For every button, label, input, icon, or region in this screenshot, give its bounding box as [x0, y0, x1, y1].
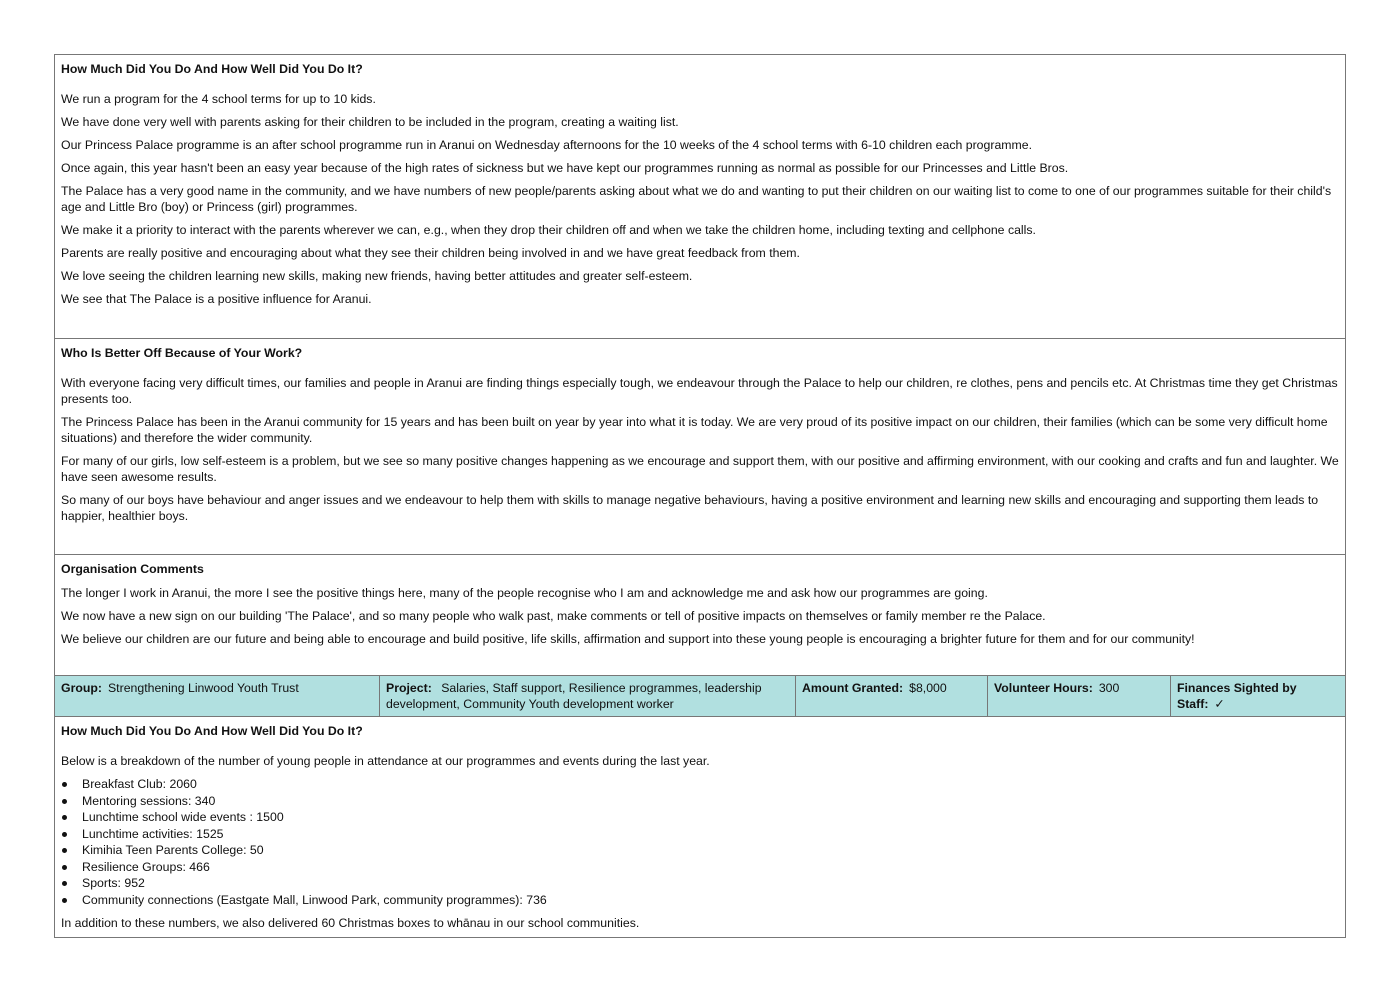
section-heading: Organisation Comments — [61, 562, 204, 576]
finances-cell — [1171, 676, 1345, 716]
project-cell — [380, 676, 796, 716]
paragraph: Once again, this year hasn't been an easy year because of the high rates of sickness but we have kept our programmes running as normal as possible for our Princesses and Little Bros. — [61, 161, 1069, 175]
check-icon: ✓ — [1214, 697, 1225, 711]
paragraph: We have done very well with parents asking for their children to be included in the program, creating a waiting list. — [61, 115, 679, 129]
list-item: Lunchtime school wide events : 1500 — [61, 809, 1339, 826]
amount-label: Amount Granted: — [802, 681, 904, 695]
paragraph: We now have a new sign on our building 'The Palace', and so many people who walk past, make comments or tell of positive impacts on themselves or family member re the Palace. — [61, 609, 1046, 623]
report-table — [54, 54, 1346, 938]
paragraph: Our Princess Palace programme is an after school programme run in Aranui on Wednesday afternoons for the 10 weeks of the 4 school terms with 6-10 children each programme. — [61, 138, 1033, 152]
list-item: Community connections (Eastgate Mall, Linwood Park, community programmes): 736 — [61, 892, 1339, 909]
list-item: Kimihia Teen Parents College: 50 — [61, 842, 1339, 859]
amount-cell — [796, 676, 988, 716]
paragraph: So many of our boys have behaviour and anger issues and we endeavour to help them with skills to manage negative behaviours, having a positive environment and learning new skills and encouraging and supporting them leads to happier, healthier boys. — [61, 493, 1319, 523]
group-value: Strengthening Linwood Youth Trust — [107, 681, 299, 695]
paragraph: We make it a priority to interact with the parents wherever we can, e.g., when they drop their children off and when we take the children home, including texting and cellphone calls. — [61, 223, 1036, 237]
paragraph: We see that The Palace is a positive influence for Aranui. — [61, 292, 372, 306]
hours-cell — [988, 676, 1171, 716]
section-how-much-2 — [55, 717, 1345, 937]
paragraph: For many of our girls, low self-esteem is a problem, but we see so many positive changes happening as we encourage and support them, with our positive and affirming environment, with our cooking and crafts and fun and laughter. We have seen awesome results. — [61, 454, 1339, 484]
section-who-better-off — [55, 339, 1345, 555]
project-label: Project: — [386, 681, 432, 695]
amount-value: $8,000 — [909, 681, 947, 695]
list-item: Lunchtime activities: 1525 — [61, 826, 1339, 843]
paragraph: The Palace has a very good name in the community, and we have numbers of new people/parents asking about what we do and wanting to put their children on our waiting list to come to one of our programmes suitable for their child's age and Little Bro (boy) or Princess (girl) programmes. — [61, 184, 1332, 214]
intro-paragraph: Below is a breakdown of the number of young people in attendance at our programmes and events during the last year. — [61, 754, 710, 768]
paragraph: We run a program for the 4 school terms for up to 10 kids. — [61, 92, 376, 106]
list-item: Breakfast Club: 2060 — [61, 776, 1339, 793]
section-organisation-comments — [55, 555, 1345, 676]
paragraph: The Princess Palace has been in the Aranui community for 15 years and has been built on year by year into what it is today. We are very proud of its positive impact on our children, their families (which can be some very difficult home situations) and therefore the wider community. — [61, 415, 1328, 445]
list-item: Mentoring sessions: 340 — [61, 793, 1339, 810]
attendance-list — [61, 776, 1339, 908]
list-item: Sports: 952 — [61, 875, 1339, 892]
hours-value: 300 — [1098, 681, 1120, 695]
paragraph: With everyone facing very difficult times, our families and people in Aranui are finding things especially tough, we endeavour through the Palace to help our children, re clothes, pens and pencils etc. At Christmas time they get Christmas presents too. — [61, 376, 1338, 406]
group-cell — [55, 676, 380, 716]
hours-label: Volunteer Hours: — [994, 681, 1093, 695]
section-how-much-1 — [55, 55, 1345, 339]
paragraph: The longer I work in Aranui, the more I see the positive things here, many of the people recognise who I am and acknowledge me and ask how our programmes are going. — [61, 586, 988, 600]
list-item: Resilience Groups: 466 — [61, 859, 1339, 876]
closing-paragraph: In addition to these numbers, we also delivered 60 Christmas boxes to whānau in our school communities. — [61, 916, 640, 930]
paragraph: Parents are really positive and encouraging about what they see their children being involved in and we have great feedback from them. — [61, 246, 800, 260]
paragraph: We love seeing the children learning new skills, making new friends, having better attitudes and greater self-esteem. — [61, 269, 693, 283]
section-heading: How Much Did You Do And How Well Did You Do It? — [61, 724, 363, 738]
section-heading: How Much Did You Do And How Well Did You Do It? — [61, 62, 363, 76]
finances-label: Finances Sighted by Staff: — [1177, 681, 1297, 711]
group-label: Group: — [61, 681, 102, 695]
project-value: Salaries, Staff support, Resilience programmes, leadership development, Community Youth development worker — [386, 681, 762, 711]
paragraph: We believe our children are our future and being able to encourage and build positive, life skills, affirmation and support into these young people is encouraging a brighter future for them and for our community! — [61, 632, 1195, 646]
grant-info-bar — [55, 676, 1345, 717]
section-heading: Who Is Better Off Because of Your Work? — [61, 346, 303, 360]
